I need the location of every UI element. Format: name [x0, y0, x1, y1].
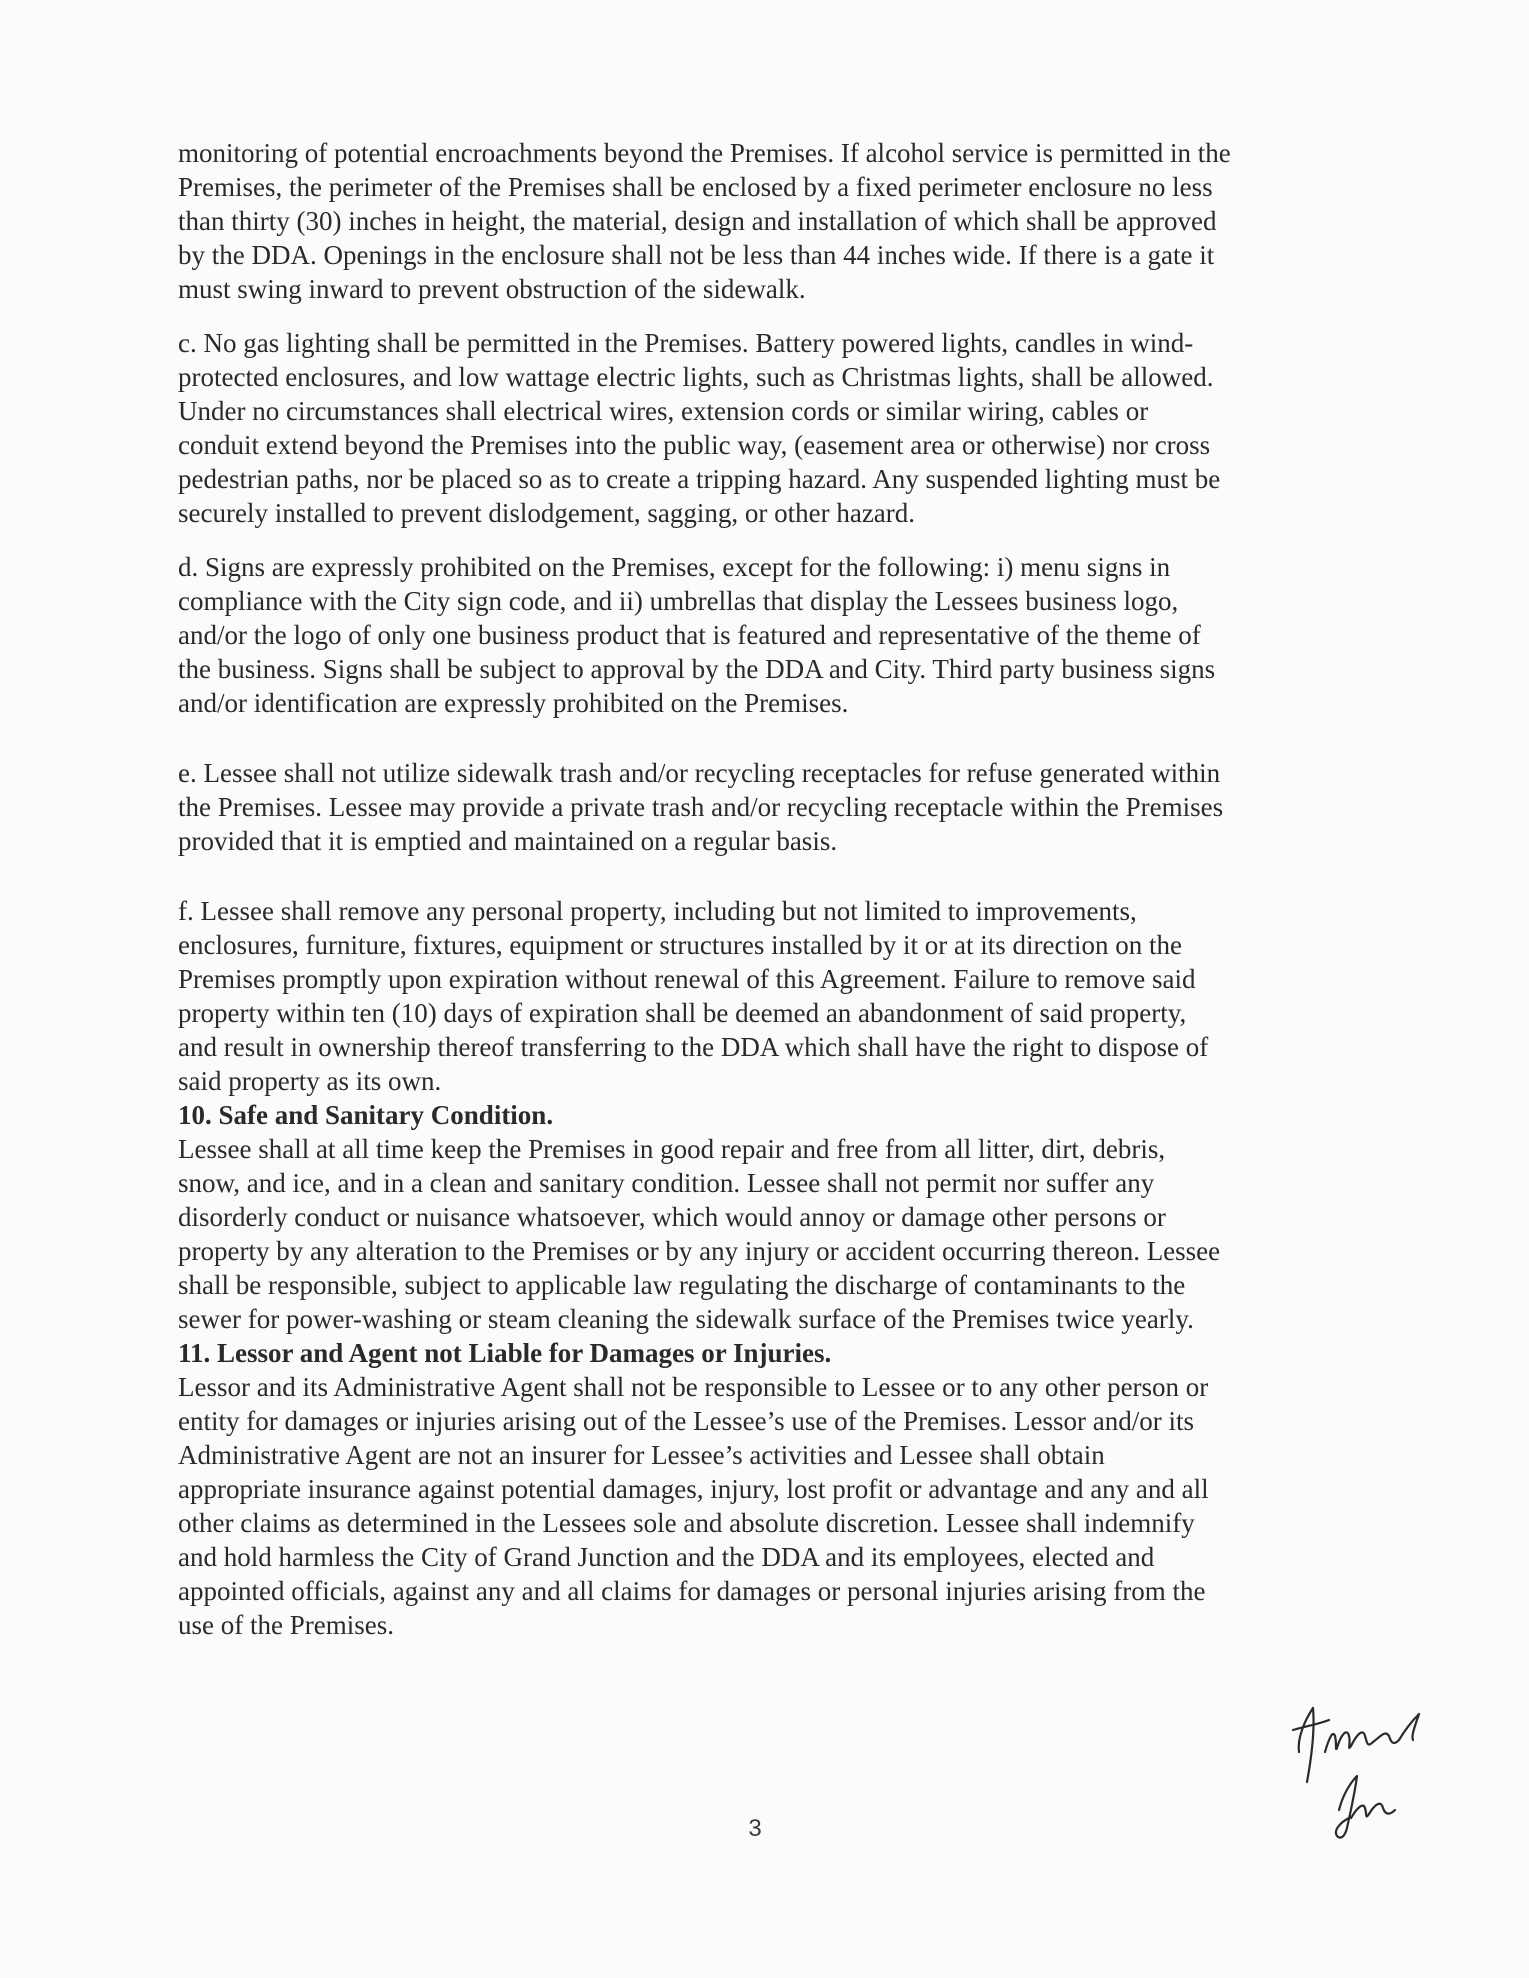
section-11-body: Lessor and its Administrative Agent shall not be responsible to Lessee or to any other person or entity for damages or injuries arising out of the Lessee’s use of the Premises. Lessor and/or its Administrative Agent are not an insurer for Lessee’s activities and Lessee shall obtain appropriate insurance against potential damages, injury, lost profit or advantage and any and all other claims as determined in the Lessees sole and absolute discretion. Lessee shall indemnify and hold harmless the City of Grand Junction and the DDA and its employees, elected and appointed officials, against any and all claims for damages or personal injuries arising from the use of the Premises.	[178, 1372, 1209, 1640]
document-body	[178, 136, 1363, 1642]
section-10-heading: 10. Safe and Sanitary Condition.	[178, 1100, 554, 1130]
section-11-heading: 11. Lessor and Agent not Liable for Damages or Injuries.	[178, 1338, 832, 1368]
paragraph-f-property: f. Lessee shall remove any personal property, including but not limited to improvements, enclosures, furniture, fixtures, equipment or structures installed by it or at its direction on the Premises promptly upon expiration without renewal of this Agreement. Failure to remove said property within ten (10) days of expiration shall be deemed an abandonment of said property, and result in ownership thereof transferring to the DDA which shall have the right to dispose of said property as its own.	[178, 896, 1209, 1096]
paragraph-e-trash: e. Lessee shall not utilize sidewalk trash and/or recycling receptacles for refuse generated within the Premises. Lessee may provide a private trash and/or recycling receptacle within the Premises provided that it is emptied and maintained on a regular basis.	[178, 758, 1224, 856]
section-10-body: Lessee shall at all time keep the Premises in good repair and free from all litter, dirt, debris, snow, and ice, and in a clean and sanitary condition. Lessee shall not permit nor suffer any disorderly conduct or nuisance whatsoever, which would annoy or damage other persons or property by any alteration to the Premises or by any injury or accident occurring thereon. Lessee shall be responsible, subject to applicable law regulating the discharge of contaminants to the sewer for power-washing or steam cleaning the sidewalk surface of the Premises twice yearly.	[178, 1134, 1221, 1334]
paragraph-c-lighting: c. No gas lighting shall be permitted in the Premises. Battery powered lights, candles in wind- protected enclosures, and low wattage electric lights, such as Christmas lights, shall be allowed. Under no circumstances shall electrical wires, extension cords or similar wiring, cables or conduit extend beyond the Premises into the public way, (easement area or otherwise) nor cross pedestrian paths, nor be placed so as to create a tripping hazard. Any suspended lighting must be securely installed to prevent dislodgement, sagging, or other hazard.	[178, 328, 1221, 528]
paragraph-d-signs: d. Signs are expressly prohibited on the Premises, except for the following: i) menu signs in compliance with the City sign code, and ii) umbrellas that display the Lessees business logo, and/or the logo of only one business product that is featured and representative of the theme of the business. Signs shall be subject to approval by the DDA and City. Third party business signs and/or identification are expressly prohibited on the Premises.	[178, 552, 1216, 718]
handwritten-initials-signature	[1285, 1690, 1445, 1860]
paragraph-enclosure: monitoring of potential encroachments beyond the Premises. If alcohol service is permitted in the Premises, the perimeter of the Premises shall be enclosed by a fixed perimeter enclosure no less than thirty (30) inches in height, the material, design and installation of which shall be approved by the DDA. Openings in the enclosure shall not be less than 44 inches wide. If there is a gate it must swing inward to prevent obstruction of the sidewalk.	[178, 138, 1231, 304]
page-number: 3	[748, 1815, 762, 1842]
